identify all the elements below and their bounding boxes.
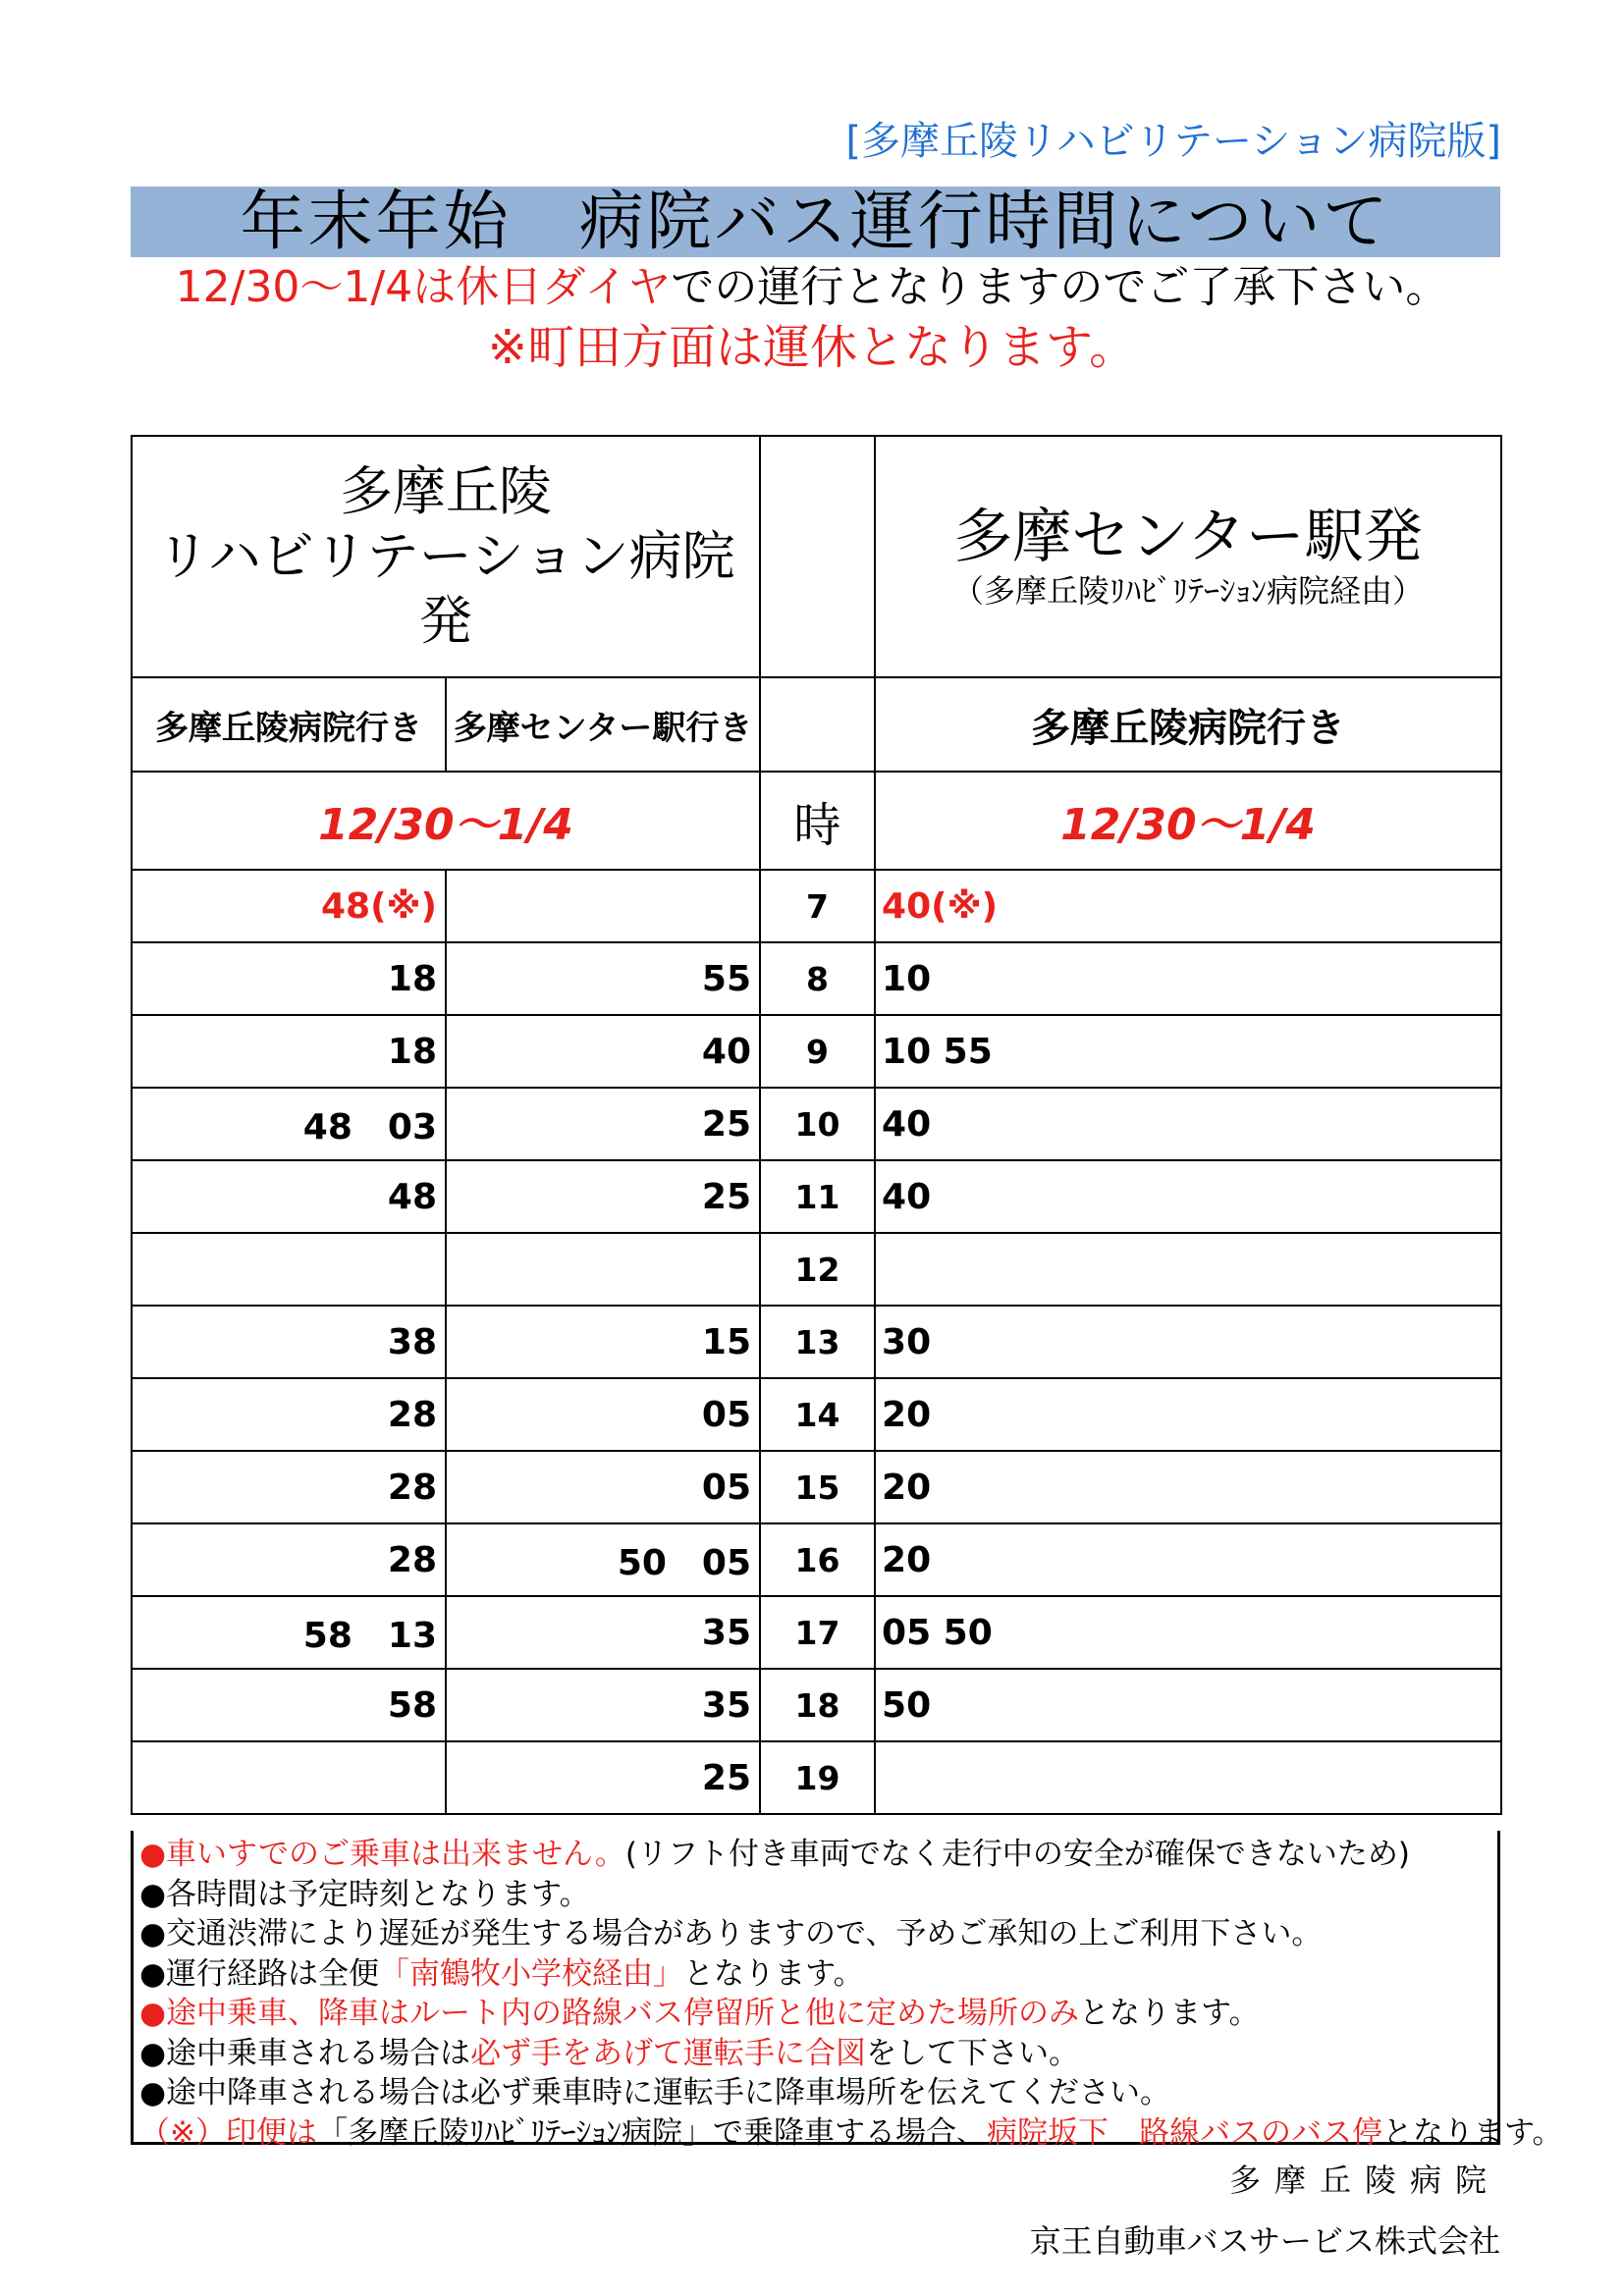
note-signal-red: 必ず手をあげて運転手に合図 — [470, 2035, 867, 2071]
hour-cell: 19 — [760, 1741, 875, 1814]
table-row — [132, 1451, 1501, 1523]
table-row — [132, 1669, 1501, 1741]
center-departures: 10 — [875, 942, 1501, 1015]
station-departures: 40 — [446, 1015, 760, 1088]
note-route-b: となります。 — [683, 1955, 864, 1992]
hospital-departures: 28 — [132, 1378, 446, 1451]
hospital-departures: 58 13 — [132, 1596, 446, 1669]
hospital-departures: 48 — [132, 1160, 446, 1233]
left-origin-header — [132, 436, 760, 677]
table-row — [132, 1088, 1501, 1160]
period-right: 12/30～1/4 — [875, 772, 1501, 870]
hour-cell: 18 — [760, 1669, 875, 1741]
table-row — [132, 1378, 1501, 1451]
station-departures: 50 05 — [446, 1523, 760, 1596]
hospital-departures: 48(※) — [132, 870, 446, 942]
center-departures: 05 50 — [875, 1596, 1501, 1669]
hospital-departures — [132, 1741, 446, 1814]
note-boarding-red: ●途中乗車、降車はルート内の路線バス停留所と他に定めた場所のみ — [139, 1996, 1080, 2031]
station-departures: 35 — [446, 1596, 760, 1669]
notes-box — [131, 1831, 1563, 2151]
hour-cell: 13 — [760, 1306, 875, 1378]
note-signal-a: ●途中乗車される場合は — [139, 2035, 471, 2071]
note-asterisk-red: （※）印便は — [139, 2114, 317, 2151]
center-departures: 40 — [875, 1088, 1501, 1160]
notice-machida-suspended: ※町田方面は運休となります。 — [487, 320, 1137, 375]
table-row — [132, 1741, 1501, 1814]
hospital-departures: 28 — [132, 1451, 446, 1523]
center-departures: 20 — [875, 1523, 1501, 1596]
station-departures: 25 — [446, 1741, 760, 1814]
hour-cell: 14 — [760, 1378, 875, 1451]
note-route — [139, 1954, 1491, 1995]
center-departures — [875, 1741, 1501, 1814]
note-route-a: ●運行経路は全便 — [139, 1955, 380, 1992]
center-departures: 30 — [875, 1306, 1501, 1378]
right-origin-title: 多摩センター駅発 — [953, 503, 1423, 571]
edition-label: [多摩丘陵リハビリテーション病院版] — [845, 119, 1501, 164]
note-boarding-signal — [139, 2034, 1491, 2074]
station-departures: 25 — [446, 1160, 760, 1233]
note-asterisk-end: となります。 — [1381, 2114, 1563, 2151]
hour-cell: 15 — [760, 1451, 875, 1523]
dest-right-header: 多摩丘陵病院行き — [875, 677, 1501, 772]
note-wheelchair — [139, 1835, 1491, 1875]
center-departures — [875, 1233, 1501, 1306]
hospital-departures — [132, 1233, 446, 1306]
note-asterisk-stop-red: 病院坂下 路線バスのバス停 — [986, 2114, 1382, 2151]
notice-line-1-rest: での運行となりますのでご了承下さい。 — [671, 262, 1449, 312]
station-departures: 15 — [446, 1306, 760, 1378]
left-origin-line-1: 多摩丘陵 — [340, 460, 552, 522]
dest-station-header: 多摩センター駅行き — [446, 677, 760, 772]
right-origin-header — [875, 436, 1501, 677]
page-title: 年末年始 病院バス運行時間について — [131, 187, 1500, 257]
hour-cell: 9 — [760, 1015, 875, 1088]
table-row — [132, 1160, 1501, 1233]
center-departures: 10 55 — [875, 1015, 1501, 1088]
center-departures: 20 — [875, 1451, 1501, 1523]
station-departures — [446, 1233, 760, 1306]
note-wheelchair-red: ●車いすでのご乗車は出来ません。 — [139, 1837, 625, 1872]
station-departures: 05 — [446, 1378, 760, 1451]
table-row — [132, 1306, 1501, 1378]
center-departures: 20 — [875, 1378, 1501, 1451]
hour-cell: 12 — [760, 1233, 875, 1306]
note-boarding-rest: となります。 — [1079, 1996, 1260, 2031]
table-row — [132, 1523, 1501, 1596]
hour-cell: 17 — [760, 1596, 875, 1669]
center-departures: 50 — [875, 1669, 1501, 1741]
hospital-departures: 48 03 — [132, 1088, 446, 1160]
hospital-departures: 38 — [132, 1306, 446, 1378]
station-departures: 35 — [446, 1669, 760, 1741]
note-traffic-delay: ●交通渋滞により遅延が発生する場合がありますので、予めご承知の上ご利用下さい。 — [139, 1916, 1323, 1951]
hour-cell: 11 — [760, 1160, 875, 1233]
hospital-departures: 18 — [132, 942, 446, 1015]
note-asterisk-stop — [139, 2113, 1563, 2154]
note-signal-b: をして下さい。 — [866, 2035, 1080, 2071]
right-origin-subtitle: （多摩丘陵ﾘﾊﾋﾞﾘﾃｰｼｮﾝ病院経由） — [952, 572, 1425, 610]
center-departures: 40(※) — [875, 870, 1501, 942]
dest-hospital-header: 多摩丘陵病院行き — [132, 677, 446, 772]
note-alighting: ●途中降車される場合は必ず乗車時に運転手に降車場所を伝えてください。 — [139, 2075, 1171, 2110]
table-row — [132, 1596, 1501, 1669]
hospital-departures: 18 — [132, 1015, 446, 1088]
table-row — [132, 942, 1501, 1015]
station-departures: 55 — [446, 942, 760, 1015]
hospital-departures: 58 — [132, 1669, 446, 1741]
hour-cell: 10 — [760, 1088, 875, 1160]
center-departures: 40 — [875, 1160, 1501, 1233]
note-wheelchair-reason: (リフト付き車両でなく走行中の安全が確保できないため) — [624, 1837, 1411, 1872]
hospital-departures: 28 — [132, 1523, 446, 1596]
station-departures: 25 — [446, 1088, 760, 1160]
station-departures — [446, 870, 760, 942]
notice-holiday-schedule: 12/30～1/4は休日ダイヤ — [175, 262, 672, 312]
period-left: 12/30～1/4 — [132, 772, 760, 870]
note-boarding-places — [139, 1994, 1491, 2034]
notice-line-1 — [0, 257, 1624, 318]
note-asterisk-mid: 「多摩丘陵ﾘﾊﾋﾞﾘﾃｰｼｮﾝ病院」で乗降車する場合、 — [316, 2114, 987, 2151]
footer-hospital: 多摩丘陵病院 — [1228, 2162, 1500, 2199]
hour-cell: 16 — [760, 1523, 875, 1596]
dest-spacer — [760, 677, 875, 772]
table-row — [132, 870, 1501, 942]
table-row — [132, 1015, 1501, 1088]
hour-cell: 7 — [760, 870, 875, 942]
hour-cell: 8 — [760, 942, 875, 1015]
station-departures: 05 — [446, 1451, 760, 1523]
footer-company: 京王自動車バスサービス株式会社 — [1029, 2222, 1500, 2260]
header-spacer — [760, 436, 875, 677]
hour-column-header: 時 — [760, 772, 875, 870]
left-origin-line-2: リハビリテーション病院発 — [156, 525, 735, 652]
note-route-red: 「南鶴牧小学校経由」 — [379, 1955, 684, 1992]
note-scheduled-times: ●各時間は予定時刻となります。 — [139, 1876, 590, 1912]
timetable — [131, 435, 1502, 1815]
table-row — [132, 1233, 1501, 1306]
